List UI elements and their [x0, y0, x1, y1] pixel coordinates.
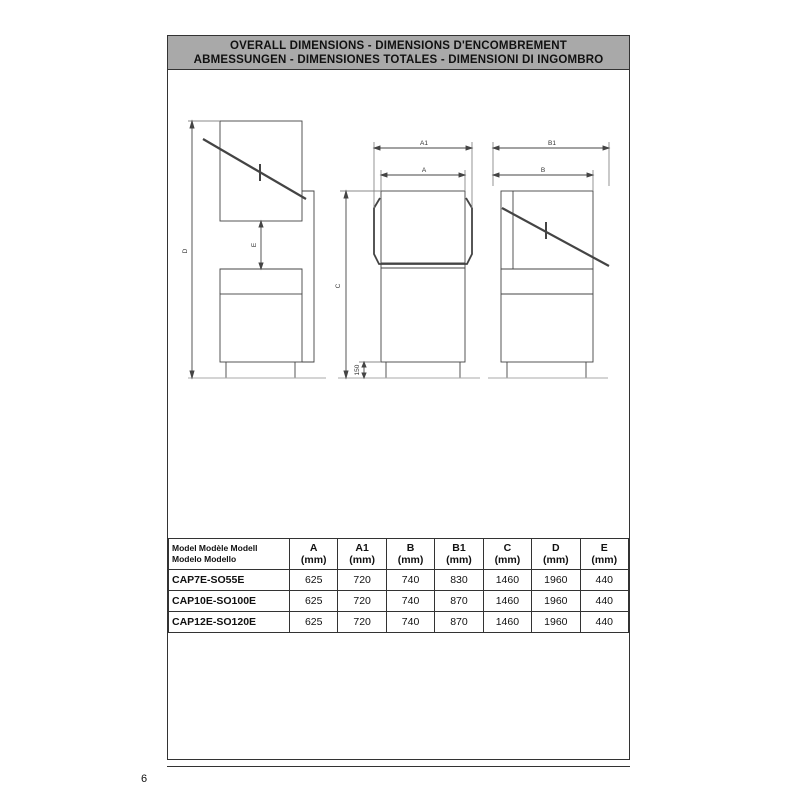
- dim-150-arrow-top: [362, 362, 366, 367]
- front-hood: [381, 191, 465, 263]
- dim-b1-arrow-right: [603, 146, 609, 150]
- cell-a: 625: [290, 570, 338, 591]
- cell-b1: 870: [435, 591, 483, 612]
- cell-c: 1460: [483, 612, 531, 633]
- row-model: CAP12E-SO120E: [169, 612, 290, 633]
- dim-a1-arrow-left: [374, 146, 380, 150]
- model-header-line-1: Model Modèle Modell: [172, 543, 258, 553]
- col-header-b1: [435, 539, 483, 570]
- cell-c: 1460: [483, 591, 531, 612]
- col-b1-unit: (mm): [446, 554, 472, 566]
- dim-c-arrow-bottom: [344, 371, 348, 378]
- col-e-label: E: [600, 542, 608, 554]
- row-model: CAP10E-SO100E: [169, 591, 290, 612]
- label-150: 150: [354, 364, 361, 376]
- col-header-d: [532, 539, 580, 570]
- dim-150-arrow-bottom: [362, 373, 366, 378]
- cell-e: 440: [580, 570, 628, 591]
- dim-e-arrow-bottom: [259, 263, 263, 269]
- table-row: [169, 612, 629, 633]
- dimension-drawing: [168, 36, 629, 536]
- col-a1-unit: (mm): [349, 554, 375, 566]
- cell-d: 1960: [532, 570, 580, 591]
- row-model: CAP7E-SO55E: [169, 570, 290, 591]
- dimensions-table: [168, 538, 629, 633]
- side-body: [220, 294, 302, 362]
- col-b1-label: B1: [452, 542, 466, 554]
- cell-a1: 720: [338, 570, 386, 591]
- header-line-1: OVERALL DIMENSIONS - DIMENSIONS D'ENCOMBREMENT: [230, 40, 567, 52]
- col-a-label: A: [309, 542, 318, 554]
- col-c-unit: (mm): [494, 554, 521, 566]
- col-header-c: [483, 539, 531, 570]
- dim-b1-arrow-left: [493, 146, 499, 150]
- col-header-e: [580, 539, 628, 570]
- page-number: 6: [141, 773, 148, 785]
- dim-b-arrow-right: [587, 173, 593, 177]
- table-row: [169, 570, 629, 591]
- side-tank-top: [220, 269, 302, 294]
- front-body: [381, 263, 465, 362]
- cell-c: 1460: [483, 570, 531, 591]
- table-row: [169, 591, 629, 612]
- dim-a-arrow-left: [381, 173, 387, 177]
- col-header-a1: [338, 539, 386, 570]
- col-header-b: [386, 539, 434, 570]
- cell-b: 740: [386, 570, 434, 591]
- dim-b-arrow-left: [493, 173, 499, 177]
- col-c-label: C: [503, 542, 512, 554]
- cell-d: 1960: [532, 612, 580, 633]
- label-b1: B1: [548, 140, 556, 147]
- col-b-unit: (mm): [397, 554, 424, 566]
- label-d: D: [182, 248, 189, 254]
- cell-b1: 830: [435, 570, 483, 591]
- label-c: C: [335, 283, 342, 289]
- model-header: [169, 539, 290, 570]
- col-d-unit: (mm): [542, 554, 569, 566]
- cell-e: 440: [580, 612, 628, 633]
- side-handle: [203, 139, 306, 199]
- dim-d-arrow-top: [190, 121, 194, 128]
- cell-e: 440: [580, 591, 628, 612]
- col-a-unit: (mm): [300, 554, 327, 566]
- col-header-a: [290, 539, 338, 570]
- cell-a1: 720: [338, 612, 386, 633]
- dim-d-arrow-bottom: [190, 371, 194, 378]
- footer-rule: [167, 766, 630, 767]
- cell-d: 1960: [532, 591, 580, 612]
- front-handle: [374, 198, 472, 264]
- label-a: A: [421, 167, 427, 174]
- document-frame: [167, 35, 630, 760]
- label-e: E: [251, 242, 258, 248]
- col-a1-label: A1: [355, 542, 369, 554]
- dim-c-arrow-top: [344, 191, 348, 198]
- col-e-unit: (mm): [591, 554, 618, 566]
- cell-a1: 720: [338, 591, 386, 612]
- dim-a-arrow-right: [459, 173, 465, 177]
- dim-a1-arrow-right: [466, 146, 472, 150]
- cell-b1: 870: [435, 612, 483, 633]
- cell-a: 625: [290, 612, 338, 633]
- label-b: B: [540, 167, 546, 174]
- cell-b: 740: [386, 591, 434, 612]
- col-b-label: B: [406, 542, 415, 554]
- side-column: [302, 191, 314, 362]
- model-header-line-2: Modelo Modello: [172, 554, 237, 564]
- dim-e-arrow-top: [259, 221, 263, 227]
- cell-a: 625: [290, 591, 338, 612]
- cell-b: 740: [386, 612, 434, 633]
- right-body: [501, 269, 593, 362]
- header-line-2: ABMESSUNGEN - DIMENSIONES TOTALES - DIMENSIONI DI INGOMBRO: [193, 54, 604, 66]
- label-a1: A1: [420, 140, 428, 147]
- table-header-row: [169, 539, 629, 570]
- col-d-label: D: [552, 542, 560, 554]
